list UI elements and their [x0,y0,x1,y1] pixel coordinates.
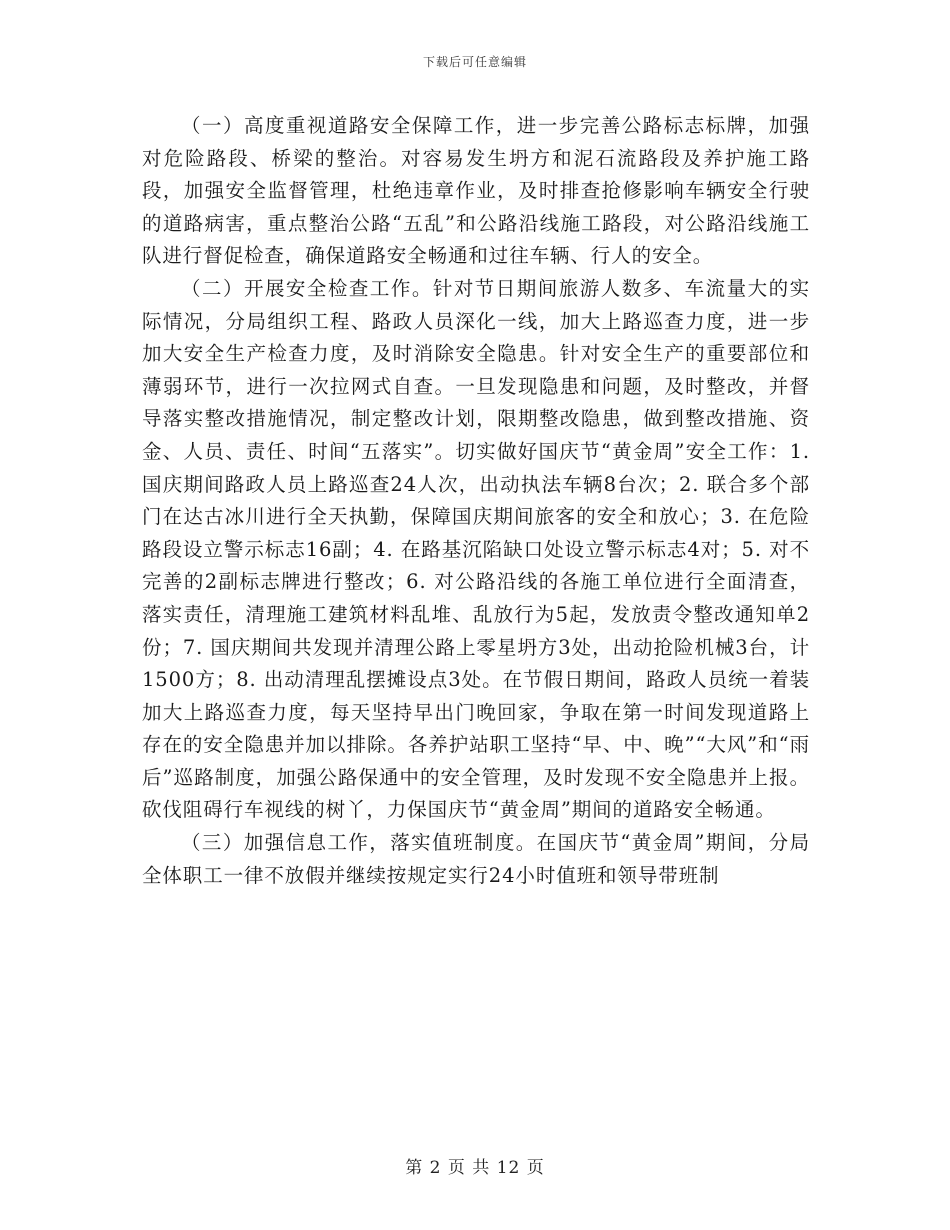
page-number-footer: 第 2 页 共 12 页 [405,1158,545,1178]
paragraph-section-3: （三）加强信息工作，落实值班制度。在国庆节“黄金周”期间，分局全体职工一律不放假并继续按规定实行24小时值班和领导带班制 [142,831,810,887]
page-header: 下载后可任意编辑 [422,55,527,69]
paragraph-section-2: （二）开展安全检查工作。针对节日期间旅游人数多、车流量大的实际情况，分局组织工程、路政人员深化一线，加大上路巡查力度，进一步加大安全生产检查力度，及时消除安全隐患。针对安全生产的重要部位和薄弱环节，进行一次拉网式自查。一旦发现隐患和问题，及时整改，并督导落实整改措施情况，制定整改计划，限期整改隐患，做到整改措施、资金、人员、责任、时间“五落实”。切实做好国庆节“黄金周”安全工作：1. 国庆期间路政人员上路巡查24人次，出动执法车辆8台次；2. 联合多个部门在达古冰川进行全天执勤，保障国庆期间旅客的安全和放心；3. 在危险路段设立警示标志16副；4. 在路基沉陷缺口处设立警示标志4对；5. 对不完善的2副标志牌进行整改；6. 对公路沿线的各施工单位进行全面清查，落实责任，清理施工建筑材料乱堆、乱放行为5起，发放责令整改通知单2份；7. 国庆期间共发现并清理公路上零星坍方3处，出动抢险机械3台，计1500方；8. 出动清理乱摆摊设点3处。在节假日期间，路政人员统一着装加大上路巡查力度，每天坚持早出门晚回家，争取在第一时间发现道路上存在的安全隐患并加以排除。各养护站职工坚持“早、中、晚”“大风”和“雨后”巡路制度，加强公路保通中的安全管理，及时发现不安全隐患并上报。砍伐阻碍行车视线的树丫，力保国庆节“黄金周”期间的道路安全畅通。 [142,276,810,822]
paragraph-section-1: （一）高度重视道路安全保障工作，进一步完善公路标志标牌，加强对危险路段、桥梁的整治。对容易发生坍方和泥石流路段及养护施工路段，加强安全监督管理，杜绝违章作业，及时排查抢修影响车辆安全行驶的道路病害，重点整治公路“五乱”和公路沿线施工路段，对公路沿线施工队进行督促检查，确保道路安全畅通和过往车辆、行人的安全。 [142,114,810,268]
document-body [142,110,810,892]
